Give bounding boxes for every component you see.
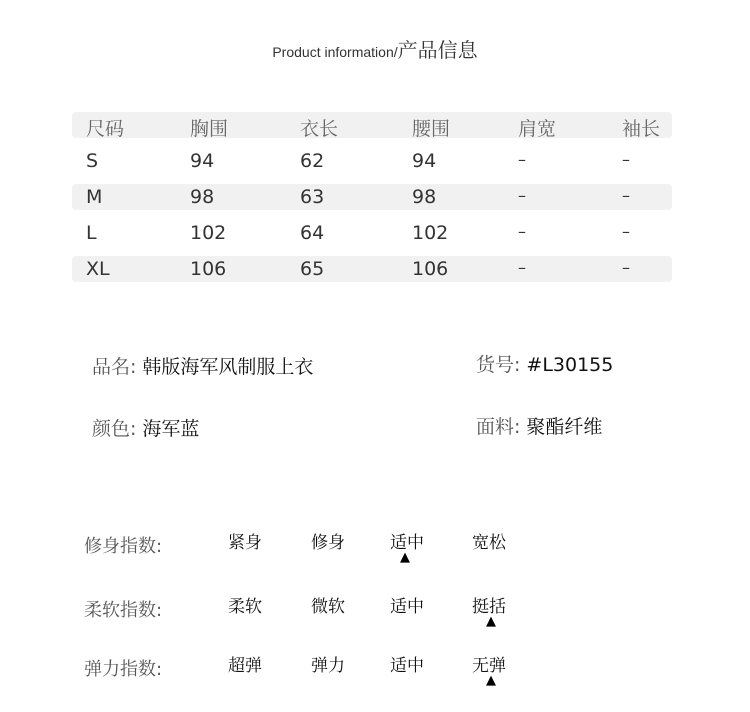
cell-sleeve: – xyxy=(622,186,630,205)
cell-length: 62 xyxy=(300,150,325,172)
color-label: 颜色: xyxy=(92,418,137,440)
product-sku xyxy=(476,350,613,377)
cell-size: XL xyxy=(86,258,110,280)
cell-chest: 98 xyxy=(190,186,215,208)
softness-index xyxy=(84,588,684,628)
header-shoulder: 肩宽 xyxy=(518,118,557,140)
material-label: 面料: xyxy=(476,416,521,438)
cell-length: 65 xyxy=(300,258,325,280)
fit-option-regular: 适中 xyxy=(390,533,424,553)
elasticity-option-stretch: 弹力 xyxy=(311,656,345,676)
cell-shoulder: – xyxy=(518,150,526,169)
cell-sleeve: – xyxy=(622,258,630,277)
cell-size: L xyxy=(86,222,97,244)
softness-option-medium: 适中 xyxy=(390,597,424,617)
softness-option-slightly-soft: 微软 xyxy=(311,597,345,617)
sku-label: 货号: xyxy=(476,354,521,376)
header-size: 尺码 xyxy=(86,118,125,140)
cell-length: 64 xyxy=(300,222,325,244)
elasticity-index-label: 弹力指数: xyxy=(84,659,163,680)
size-table-header xyxy=(72,112,672,138)
fit-index xyxy=(84,524,684,564)
cell-waist: 94 xyxy=(412,150,437,172)
fit-index-label: 修身指数: xyxy=(84,536,163,557)
title-english: Product information/ xyxy=(272,44,398,60)
cell-size: M xyxy=(86,186,103,208)
cell-waist: 98 xyxy=(412,186,437,208)
product-material xyxy=(476,412,602,439)
table-row xyxy=(72,184,672,210)
table-row xyxy=(72,148,672,174)
color-value: 海军蓝 xyxy=(142,418,200,440)
cell-size: S xyxy=(86,150,99,172)
header-chest: 胸围 xyxy=(190,118,229,140)
selected-marker-icon: ▲ xyxy=(400,550,410,565)
fit-option-slim: 修身 xyxy=(311,533,345,553)
fit-option-tight: 紧身 xyxy=(228,533,262,553)
cell-length: 63 xyxy=(300,186,325,208)
material-value: 聚酯纤维 xyxy=(526,416,603,438)
cell-sleeve: – xyxy=(622,150,630,169)
selected-marker-icon: ▲ xyxy=(486,614,496,629)
product-name xyxy=(92,352,313,379)
product-color xyxy=(92,414,199,441)
cell-waist: 106 xyxy=(412,258,449,280)
cell-sleeve: – xyxy=(622,222,630,241)
table-row xyxy=(72,220,672,246)
sku-value: #L30155 xyxy=(526,354,614,376)
softness-index-label: 柔软指数: xyxy=(84,600,163,621)
title-chinese: 产品信息 xyxy=(397,38,478,62)
elasticity-option-medium: 适中 xyxy=(390,656,424,676)
header-waist: 腰围 xyxy=(412,118,451,140)
header-sleeve: 袖长 xyxy=(622,118,661,140)
softness-option-soft: 柔软 xyxy=(228,597,262,617)
cell-shoulder: – xyxy=(518,258,526,277)
cell-shoulder: – xyxy=(518,222,526,241)
product-name-label: 品名: xyxy=(92,356,137,378)
cell-shoulder: – xyxy=(518,186,526,205)
fit-option-loose: 宽松 xyxy=(472,533,506,553)
selected-marker-icon: ▲ xyxy=(486,673,496,688)
softness-option-stiff: 挺括 xyxy=(472,597,506,617)
cell-chest: 102 xyxy=(190,222,227,244)
cell-waist: 102 xyxy=(412,222,449,244)
elasticity-index xyxy=(84,647,684,687)
section-title xyxy=(0,34,750,63)
elasticity-option-super: 超弹 xyxy=(228,656,262,676)
product-name-value: 韩版海军风制服上衣 xyxy=(142,356,314,378)
elasticity-option-none: 无弹 xyxy=(472,656,506,676)
cell-chest: 94 xyxy=(190,150,215,172)
cell-chest: 106 xyxy=(190,258,227,280)
size-table xyxy=(72,112,672,292)
table-row xyxy=(72,256,672,282)
header-length: 衣长 xyxy=(300,118,339,140)
